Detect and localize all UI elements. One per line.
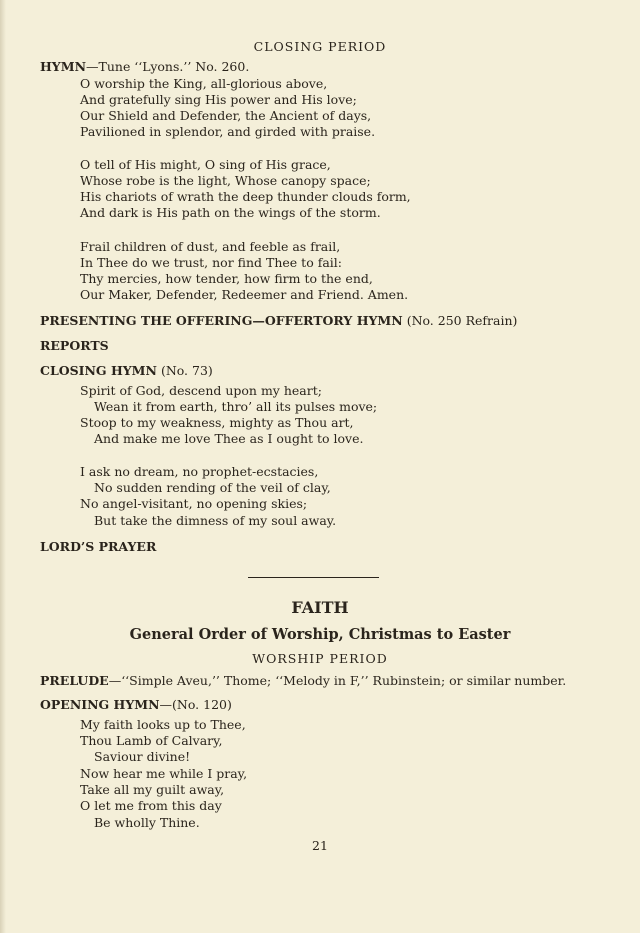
verse-line: Now hear me while I pray, (80, 766, 248, 781)
verse-line: O tell of His might, O sing of His grace, (80, 157, 331, 172)
verse-line: Saviour divine! (94, 749, 191, 764)
verse-line: Frail children of dust, and feeble as frail, (80, 239, 341, 254)
opening-hymn-number: —(No. 120) (159, 697, 232, 712)
verse-line: But take the dimness of my soul away. (94, 513, 337, 528)
verse-line: Thou Lamb of Calvary, (80, 733, 223, 748)
offering-label: PRESENTING THE OFFERING—OFFERTORY HYMN (40, 313, 403, 328)
verse-line: Thy mercies, how tender, how firm to the end, (80, 271, 373, 286)
verse-line: Spirit of God, descend upon my heart; (80, 383, 322, 398)
section-title: FAITH (291, 598, 349, 617)
verse-line: In Thee do we trust, nor find Thee to fail: (80, 255, 342, 270)
offering-detail: (No. 250 Refrain) (406, 313, 518, 328)
lords-prayer-heading: LORD’S PRAYER (40, 539, 157, 554)
verse-line: Whose robe is the light, Whose canopy space; (80, 173, 371, 188)
verse-line: Be wholly Thine. (94, 815, 200, 830)
verse-line: Our Maker, Defender, Redeemer and Friend. Amen. (80, 287, 409, 302)
prelude-line (40, 673, 566, 689)
closing-hymn-number: (No. 73) (160, 363, 213, 378)
section-subtitle: General Order of Worship, Christmas to Easter (129, 626, 511, 643)
closing-hymn-label: CLOSING HYMN (40, 363, 157, 378)
verse-line: O let me from this day (80, 798, 222, 813)
running-header: CLOSING PERIOD (253, 39, 387, 54)
worship-period-label: WORSHIP PERIOD (252, 651, 388, 666)
verse-line: His chariots of wrath the deep thunder clouds form, (80, 189, 411, 204)
hymn-label: HYMN (40, 59, 86, 74)
verse-line: And gratefully sing His power and His love; (80, 92, 357, 107)
verse-line: And dark is His path on the wings of the storm. (80, 205, 381, 220)
verse-line: And make me love Thee as I ought to love. (94, 431, 364, 446)
verse-line: Pavilioned in splendor, and girded with praise. (80, 124, 376, 139)
page-edge-shadow (0, 0, 6, 933)
prelude-text: —‘‘Simple Aveu,’’ Thome; ‘‘Melody in F,’’ Rubinstein; or similar number. (108, 673, 567, 688)
prelude-label: PRELUDE (40, 673, 109, 688)
verse-line: No angel-visitant, no opening skies; (80, 496, 308, 511)
verse-line: Stoop to my weakness, mighty as Thou art, (80, 415, 354, 430)
verse-line: Wean it from earth, thro’ all its pulses move; (94, 399, 378, 414)
hymn-tune: —Tune ‘‘Lyons.’’ No. 260. (86, 59, 250, 74)
verse-line: I ask no dream, no prophet-ecstacies, (80, 464, 319, 479)
section-divider (248, 577, 379, 578)
hymn-lyons-heading (40, 59, 249, 75)
page-number: 21 (312, 838, 328, 853)
opening-hymn-heading (40, 697, 232, 713)
verse-line: O worship the King, all-glorious above, (80, 76, 328, 91)
opening-hymn-label: OPENING HYMN (40, 697, 160, 712)
offering-heading (40, 313, 517, 329)
verse-line: My faith looks up to Thee, (80, 717, 246, 732)
verse-line: Take all my guilt away, (80, 782, 225, 797)
verse-line: Our Shield and Defender, the Ancient of days, (80, 108, 372, 123)
verse-line: No sudden rending of the veil of clay, (94, 480, 331, 495)
reports-heading: REPORTS (40, 338, 109, 353)
closing-hymn-heading (40, 363, 213, 379)
